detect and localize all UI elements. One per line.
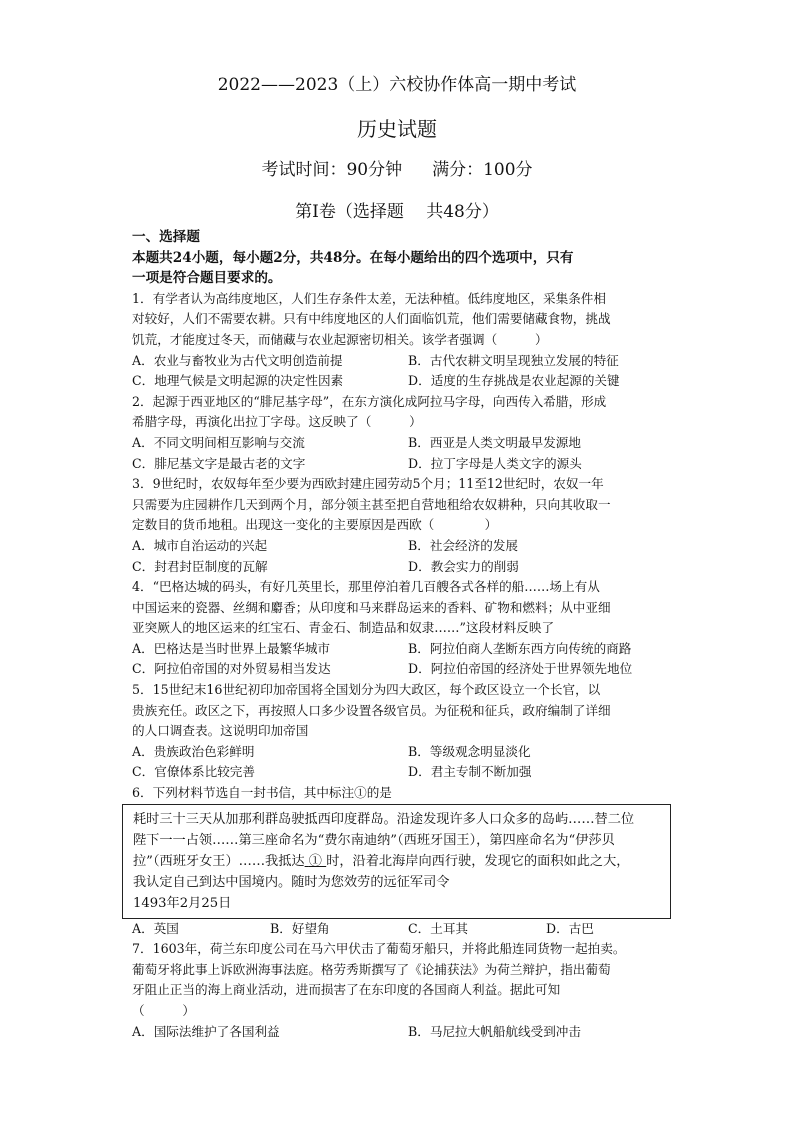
question-1-options xyxy=(132,371,666,392)
option-c[interactable]: C．土耳其 xyxy=(408,920,469,936)
question-1-text: 对较好，人们不需要农耕。只有中纬度地区的人们面临饥荒，他们需要储藏食物，挑战 xyxy=(132,311,611,327)
option-a[interactable]: A．巴格达是当时世界上最繁华城市 xyxy=(132,640,331,656)
option-b[interactable]: B．好望角 xyxy=(270,920,330,936)
material-line: 陛下一一占领……第三座命名为“费尔南迪纳”（西班牙国王），第四座命名为“伊莎贝 xyxy=(133,832,615,848)
subject-title: 历史试题 xyxy=(357,117,437,141)
question-4-text: 亚突厥人的地区运来的红宝石、青金石、制造品和奴隶……”这段材料反映了 xyxy=(132,620,555,636)
option-d[interactable]: D．适度的生存挑战是农业起源的关键 xyxy=(408,373,620,389)
question-3-options xyxy=(132,536,666,557)
option-d[interactable]: D．拉丁字母是人类文字的源头 xyxy=(408,455,582,471)
material-line: 我认定自己到达中国境内。随时为您效劳的远征军司令 xyxy=(133,874,450,890)
material-line: 耗时三十三天从加那利群岛驶抵西印度群岛。沿途发现许多人口众多的岛屿……替二位 xyxy=(133,811,635,827)
option-a[interactable]: A．英国 xyxy=(132,920,179,936)
question-5-text: 的人口调查表。这说明印加帝国 xyxy=(132,723,309,739)
option-c[interactable]: C．腓尼基文字是最古老的文字 xyxy=(132,455,306,471)
question-4-options xyxy=(132,659,666,680)
material-date: 1493年2月25日 xyxy=(133,895,232,911)
option-d[interactable]: D．教会实力的削弱 xyxy=(408,558,519,574)
question-1-text: 饥荒，才能度过冬天，而储藏与农业起源密切相关。该学者强调（ ） xyxy=(132,331,548,347)
question-7-text: （ ） xyxy=(132,1003,195,1018)
option-a[interactable]: A．贵族政治色彩鲜明 xyxy=(132,743,255,759)
question-6-text: 6．下列材料节选自一封书信，其中标注①的是 xyxy=(132,785,392,801)
option-c[interactable]: C．官僚体系比较完善 xyxy=(132,764,255,780)
source-material-box xyxy=(122,804,671,919)
question-5-text: 5．15世纪末16世纪初印加帝国将全国划分为四大政区，每个政区设立一个长官，以 xyxy=(132,682,601,698)
question-1-text: 1．有学者认为高纬度地区，人们生存条件太差，无法种植。低纬度地区，采集条件相 xyxy=(132,290,606,306)
section-heading: 一、选择题 xyxy=(132,229,200,245)
question-5-options xyxy=(132,742,666,763)
question-2-options xyxy=(132,433,666,454)
question-7-text: 7．1603年，荷兰东印度公司在马六甲伏击了葡萄牙船只，并将此船连同货物一起拍卖。 xyxy=(132,941,626,957)
option-a[interactable]: A．国际法维护了各国利益 xyxy=(132,1023,280,1039)
option-c[interactable]: C．阿拉伯帝国的对外贸易相当发达 xyxy=(132,661,331,677)
question-3-text: 只需要为庄园耕作几天到两个月，部分领主甚至把自营地租给农奴耕种，只向其收取一 xyxy=(132,496,611,512)
questions xyxy=(132,227,666,1042)
option-c[interactable]: C．封君封臣制度的瓦解 xyxy=(132,558,268,574)
section-instruction: 一项是符合题目要求的。 xyxy=(132,270,282,287)
question-4-text: 中国运来的瓷器、丝绸和麝香；从印度和马来群岛运来的香料、矿物和燃料；从中亚细 xyxy=(132,599,611,615)
question-7-text: 牙阻止正当的海上商业活动，进而损害了在东印度的各国商人利益。据此可知 xyxy=(132,982,561,998)
option-a[interactable]: A．不同文明间相互影响与交流 xyxy=(132,434,305,450)
option-b[interactable]: B．阿拉伯商人垄断东西方向传统的商路 xyxy=(408,640,632,656)
option-b[interactable]: B．古代农耕文明呈现独立发展的特征 xyxy=(408,352,619,368)
option-d[interactable]: D．古巴 xyxy=(546,920,594,936)
question-5-text: 贵族充任。政区之下，再按照人口多少设置各级官员。为征税和征兵，政府编制了详细 xyxy=(132,702,611,718)
question-4-text: 4．“巴格达城的码头，有好几英里长，那里停泊着几百艘各式各样的船……场上有从 xyxy=(132,579,600,595)
option-b[interactable]: B．社会经济的发展 xyxy=(408,537,519,553)
material-text: 拉”（西班牙女王）……我抵达 xyxy=(133,853,305,869)
option-b[interactable]: B．西亚是人类文明最早发源地 xyxy=(408,434,581,450)
exam-time: 考试时间：90分钟 xyxy=(261,160,403,180)
mark-1: ① xyxy=(308,853,322,869)
question-3-options xyxy=(132,557,666,578)
question-1-options xyxy=(132,351,666,372)
section-instruction: 本题共24小题，每小题2分，共48分。在每小题给出的四个选项中，只有 xyxy=(132,249,574,266)
question-7-options xyxy=(132,1022,666,1043)
material-text: 时，沿着北海岸向西行驶，发现它的面积如此之大， xyxy=(326,853,630,869)
question-2-text: 2．起源于西亚地区的“腓尼基字母”，在东方演化成阿拉马字母，向西传入希腊，形成 xyxy=(132,393,607,409)
question-3-text: 3．9世纪时，农奴每年至少要为西欧封建庄园劳动5个月；11至12世纪时，农奴一年 xyxy=(132,476,604,492)
option-a[interactable]: A．城市自治运动的兴起 xyxy=(132,537,268,553)
exam-score: 满分：100分 xyxy=(432,160,533,180)
exam-title: 2022——2023（上）六校协作体高一期中考试 xyxy=(217,75,577,95)
option-b[interactable]: B．等级观念明显淡化 xyxy=(408,743,531,759)
material-line xyxy=(133,851,662,872)
question-2-options xyxy=(132,454,666,475)
marked-blank xyxy=(305,854,327,869)
question-7-text: 葡萄牙将此事上诉欧洲海事法庭。格劳秀斯撰写了《论捕获法》为荷兰辩护，指出葡萄 xyxy=(132,961,611,977)
option-c[interactable]: C．地理气候是文明起源的决定性因素 xyxy=(132,373,344,389)
option-a[interactable]: A．农业与畜牧业为古代文明创造前提 xyxy=(132,352,343,368)
option-b[interactable]: B．马尼拉大帆船航线受到冲击 xyxy=(408,1023,581,1039)
question-5-options xyxy=(132,762,666,783)
option-d[interactable]: D．阿拉伯帝国的经济处于世界领先地位 xyxy=(408,661,633,677)
question-6-options xyxy=(132,919,666,940)
question-4-options xyxy=(132,639,666,660)
question-2-text: 希腊字母，再演化出拉丁字母。这反映了（ ） xyxy=(132,414,422,430)
part-title: 第Ⅰ卷（选择题 共48分） xyxy=(295,202,499,222)
option-d[interactable]: D．君主专制不断加强 xyxy=(408,764,532,780)
exam-meta xyxy=(0,155,794,180)
question-3-text: 定数目的货币地租。出现这一变化的主要原因是西欧（ ） xyxy=(132,517,498,533)
